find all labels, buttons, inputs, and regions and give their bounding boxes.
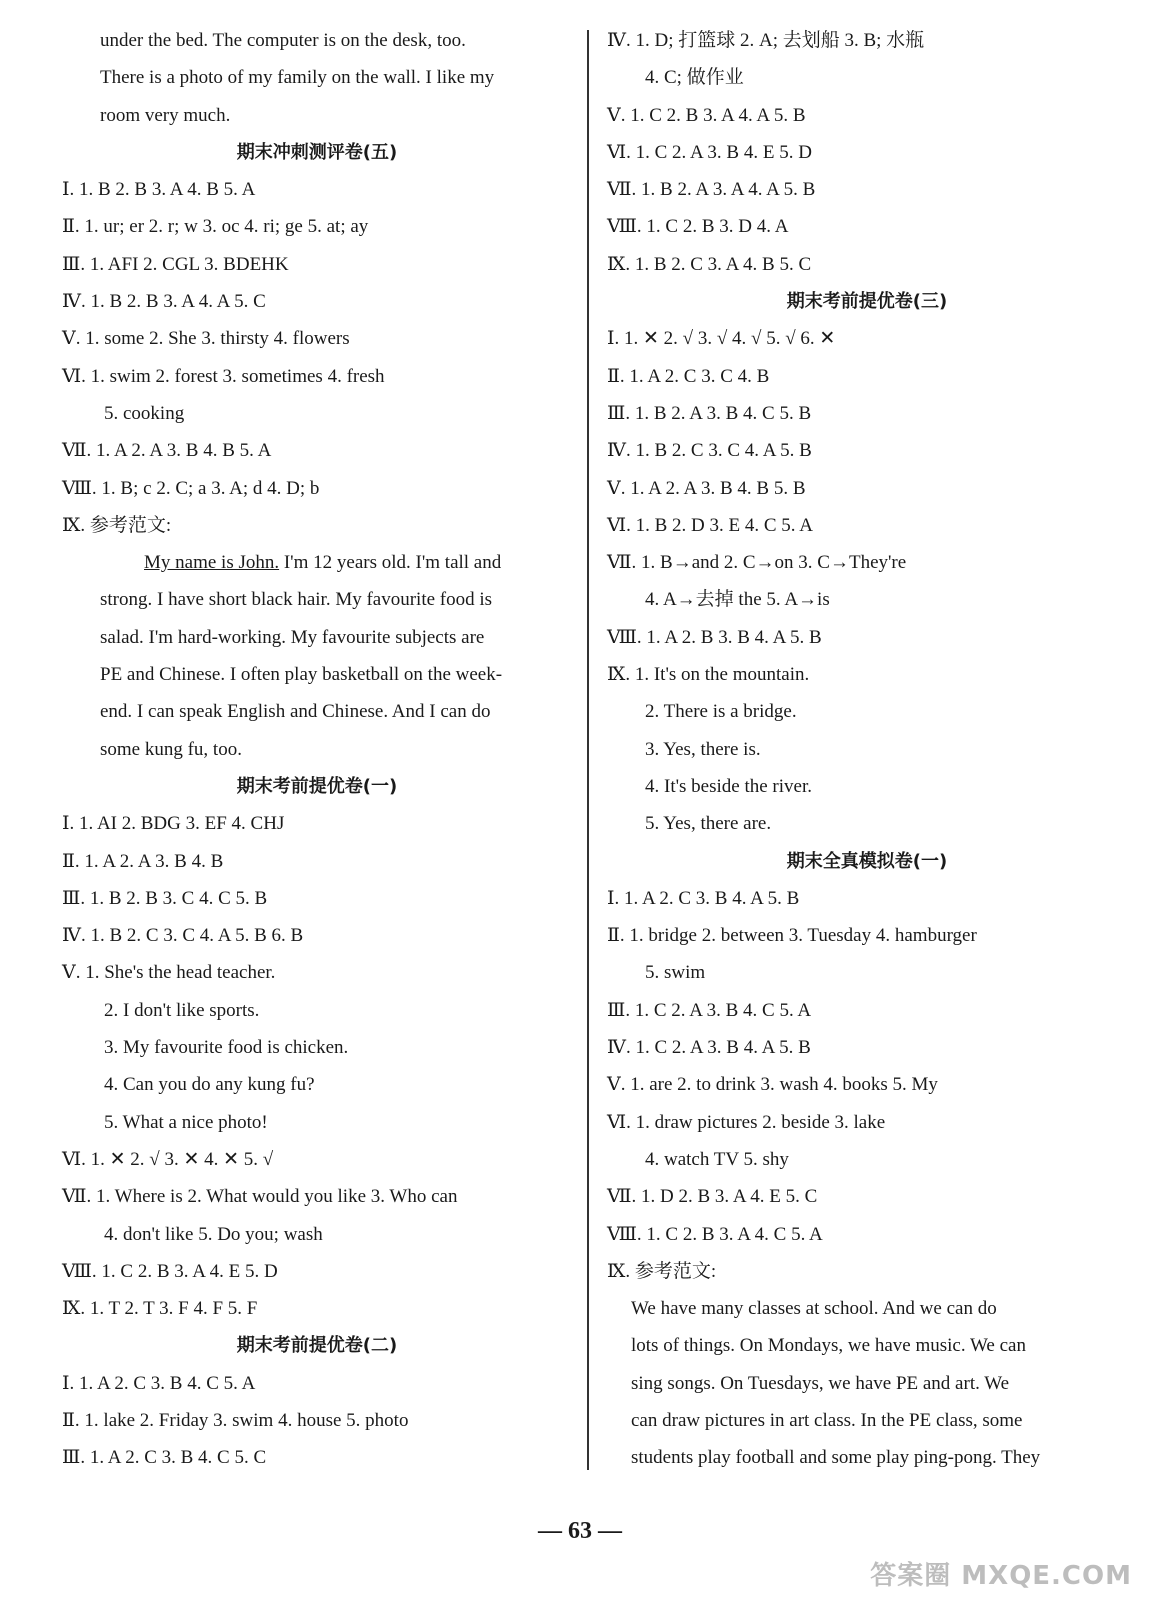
answer-line: 4. C; 做作业 xyxy=(645,67,744,89)
answer-line: Ⅸ. 1. It's on the mountain. xyxy=(607,664,810,686)
answer-line: Ⅳ. 1. B 2. B 3. A 4. A 5. C xyxy=(62,291,266,313)
right-column xyxy=(607,22,1127,1477)
answer-line: 5. Yes, there are. xyxy=(645,813,772,835)
answer-line: 5. What a nice photo! xyxy=(104,1111,268,1133)
answer-line: Ⅳ. 1. D; 打篮球 2. A; 去划船 3. B; 水瓶 xyxy=(607,30,925,51)
watermark-logo: 答案圈 MXQE.COM xyxy=(870,1561,1132,1591)
answer-line: can draw pictures in art class. In the PE class, some xyxy=(631,1409,1023,1431)
answer-line: 2. There is a bridge. xyxy=(645,701,797,723)
answer-line: Ⅷ. 1. C 2. B 3. A 4. C 5. A xyxy=(607,1223,823,1245)
answer-line: Ⅱ. 1. ur; er 2. r; w 3. oc 4. ri; ge 5. at; ay xyxy=(62,216,369,238)
answer-line: Ⅱ. 1. A 2. A 3. B 4. B xyxy=(62,850,224,872)
section-heading: 期末考前提优卷(一) xyxy=(236,775,398,797)
answer-line: Ⅷ. 1. C 2. B 3. D 4. A xyxy=(607,216,789,238)
answer-line: sing songs. On Tuesdays, we have PE and art. We xyxy=(631,1372,1010,1394)
answer-line: Ⅶ. 1. D 2. B 3. A 4. E 5. C xyxy=(607,1186,818,1208)
answer-line: Ⅳ. 1. B 2. C 3. C 4. A 5. B xyxy=(607,440,812,462)
answer-line: Ⅶ. 1. A 2. A 3. B 4. B 5. A xyxy=(62,440,272,462)
answer-line: Ⅴ. 1. A 2. A 3. B 4. B 5. B xyxy=(607,477,806,499)
answer-line: Ⅵ. 1. C 2. A 3. B 4. E 5. D xyxy=(607,141,812,163)
answer-line: Ⅸ. 参考范文: xyxy=(607,1260,717,1282)
answer-line: Ⅲ. 1. AFI 2. CGL 3. BDEHK xyxy=(62,253,289,275)
answer-line: Ⅱ. 1. A 2. C 3. C 4. B xyxy=(607,365,770,387)
answer-line: 5. swim xyxy=(645,962,706,984)
answer-line: Ⅷ. 1. B; c 2. C; a 3. A; d 4. D; b xyxy=(62,477,320,499)
answer-line: strong. I have short black hair. My favourite food is xyxy=(100,589,493,611)
answer-line: Ⅰ. 1. A 2. C 3. B 4. A 5. B xyxy=(607,887,800,909)
answer-line: salad. I'm hard-working. My favourite subjects are xyxy=(100,626,485,648)
answer-line: There is a photo of my family on the wall. I like my xyxy=(100,67,495,89)
answer-line: Ⅰ. 1. B 2. B 3. A 4. B 5. A xyxy=(62,179,256,201)
section-heading: 期末全真模拟卷(一) xyxy=(786,850,948,872)
answer-line: Ⅵ. 1. swim 2. forest 3. sometimes 4. fresh xyxy=(62,365,385,387)
answer-line: Ⅱ. 1. bridge 2. between 3. Tuesday 4. hamburger xyxy=(607,925,977,947)
answer-line: Ⅲ. 1. B 2. B 3. C 4. C 5. B xyxy=(62,887,268,909)
answer-line: end. I can speak English and Chinese. And I can do xyxy=(100,701,491,723)
answer-line: some kung fu, too. xyxy=(100,738,242,760)
answer-line: 5. cooking xyxy=(104,402,185,424)
answer-line: Ⅰ. 1. ✕ 2. √ 3. √ 4. √ 5. √ 6. ✕ xyxy=(607,328,836,350)
essay-text: I'm 12 years old. I'm tall and xyxy=(279,552,502,574)
answer-line: students play football and some play ping-pong. They xyxy=(631,1447,1041,1469)
answer-line: Ⅳ. 1. B 2. C 3. C 4. A 5. B 6. B xyxy=(62,925,304,947)
answer-line: Ⅴ. 1. C 2. B 3. A 4. A 5. B xyxy=(607,104,806,126)
answer-line: Ⅸ. 1. B 2. C 3. A 4. B 5. C xyxy=(607,253,812,275)
answer-line: 2. I don't like sports. xyxy=(104,999,260,1021)
essay-text: We have many classes at school. And we can do xyxy=(631,1298,997,1320)
answer-line: 4. It's beside the river. xyxy=(645,775,812,797)
answer-line: 4. A→去掉 the 5. A→is xyxy=(645,589,830,611)
answer-line: 3. Yes, there is. xyxy=(645,738,761,760)
answer-line: Ⅴ. 1. She's the head teacher. xyxy=(62,962,276,984)
answer-line: Ⅶ. 1. B 2. A 3. A 4. A 5. B xyxy=(607,179,816,201)
section-heading: 期末考前提优卷(三) xyxy=(786,291,948,313)
answer-line: lots of things. On Mondays, we have music. We can xyxy=(631,1335,1026,1357)
answer-line: Ⅷ. 1. C 2. B 3. A 4. E 5. D xyxy=(62,1260,278,1282)
answer-line: 4. don't like 5. Do you; wash xyxy=(104,1223,323,1245)
underlined-text: My name is John. xyxy=(144,552,280,574)
answer-line: Ⅸ. 1. T 2. T 3. F 4. F 5. F xyxy=(62,1298,258,1320)
answer-line: Ⅶ. 1. Where is 2. What would you like 3. Who can xyxy=(62,1186,458,1208)
answer-line: 4. watch TV 5. shy xyxy=(645,1148,789,1170)
answer-line: PE and Chinese. I often play basketball on the week- xyxy=(100,664,503,686)
answer-line: 4. Can you do any kung fu? xyxy=(104,1074,315,1096)
section-heading: 期末冲刺测评卷(五) xyxy=(236,141,398,163)
answer-line: Ⅶ. 1. B→and 2. C→on 3. C→They're xyxy=(607,552,907,574)
essay-first-line xyxy=(62,544,572,581)
answer-line: Ⅴ. 1. are 2. to drink 3. wash 4. books 5. My xyxy=(607,1074,938,1096)
page-number: — 63 — xyxy=(538,1518,622,1544)
section-heading: 期末考前提优卷(二) xyxy=(236,1335,398,1357)
answer-line: Ⅱ. 1. lake 2. Friday 3. swim 4. house 5. photo xyxy=(62,1409,409,1431)
answer-line: under the bed. The computer is on the desk, too. xyxy=(100,30,466,51)
answer-line: Ⅲ. 1. C 2. A 3. B 4. C 5. A xyxy=(607,999,812,1021)
answer-line: Ⅴ. 1. some 2. She 3. thirsty 4. flowers xyxy=(62,328,350,350)
column-divider xyxy=(587,30,589,1470)
answer-line: Ⅲ. 1. A 2. C 3. B 4. C 5. C xyxy=(62,1447,267,1469)
answer-line: Ⅷ. 1. A 2. B 3. B 4. A 5. B xyxy=(607,626,822,648)
answer-line: Ⅵ. 1. B 2. D 3. E 4. C 5. A xyxy=(607,514,813,536)
answer-line: Ⅰ. 1. A 2. C 3. B 4. C 5. A xyxy=(62,1372,256,1394)
answer-line: room very much. xyxy=(100,104,231,126)
answer-line: Ⅵ. 1. ✕ 2. √ 3. ✕ 4. ✕ 5. √ xyxy=(62,1148,274,1170)
answer-line: 3. My favourite food is chicken. xyxy=(104,1037,349,1059)
answer-line: Ⅰ. 1. AI 2. BDG 3. EF 4. CHJ xyxy=(62,813,285,835)
left-column xyxy=(62,22,572,1477)
answer-line: Ⅲ. 1. B 2. A 3. B 4. C 5. B xyxy=(607,402,812,424)
essay-first-line xyxy=(607,1290,1127,1327)
answer-line: Ⅳ. 1. C 2. A 3. B 4. A 5. B xyxy=(607,1037,811,1059)
answer-line: Ⅵ. 1. draw pictures 2. beside 3. lake xyxy=(607,1111,886,1133)
answer-line: Ⅸ. 参考范文: xyxy=(62,514,172,536)
